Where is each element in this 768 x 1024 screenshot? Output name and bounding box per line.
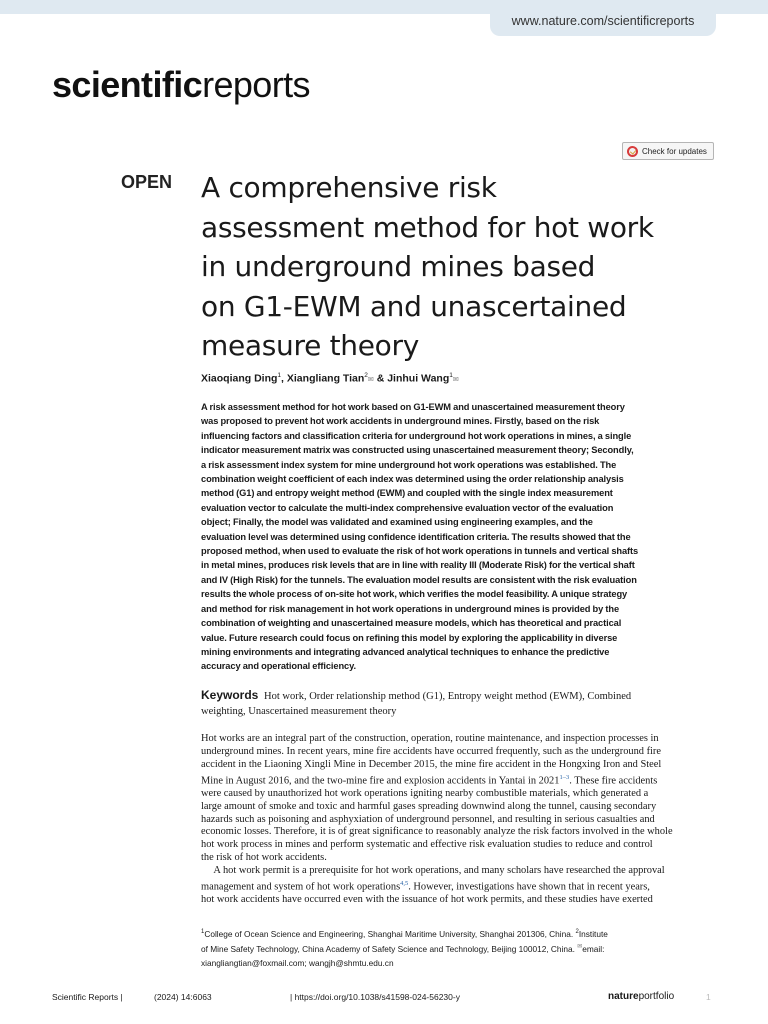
author-affiliation-sup: 1: [449, 372, 453, 379]
abstract-line: evaluation vector to calculate the multi-index comprehensive evaluation vector of the evaluation: [201, 502, 614, 513]
affiliation-text: email:: [582, 944, 605, 955]
author-name[interactable]: Xiangliang Tian: [286, 372, 365, 385]
keywords-section: [201, 688, 716, 719]
keywords-line: weighting, Unascertained measurement theory: [201, 705, 397, 717]
body-line-text: management and system of hot work operations: [201, 881, 401, 893]
body-line-text: . These fire accidents: [569, 775, 658, 786]
body-line: hot work process in mines and perform systematic and effective risk evaluation studies to reduce and control: [201, 839, 653, 851]
body-line: A hot work permit is a prerequisite for hot work operations, and many scholars have researched the approval: [201, 864, 665, 876]
abstract-line: combination of weighting and unascertained measure models, which has theoretical and practical: [201, 618, 622, 629]
abstract-line: A risk assessment method for hot work based on G1-EWM and unascertained measurement theory: [201, 402, 625, 412]
body-line: the risk of hot work accidents.: [201, 852, 327, 864]
body-line: Hot works are an integral part of the construction, operation, routine maintenance, and inspection processes in: [201, 733, 659, 744]
affiliations: [201, 926, 716, 970]
publisher-logo: [608, 991, 674, 1002]
abstract-line: a risk assessment index system for mine underground hot work operations was established. The: [201, 459, 617, 470]
abstract-line: indicator measurement matrix was constructed using unascertained measurement theory; Secondly,: [201, 445, 634, 456]
abstract-line: combination weight coefficient of each index was determined using the order relationship analysis: [201, 474, 624, 485]
abstract-line: proposed method, when used to evaluate the risk of hot work operations in tunnels and vertical shafts: [201, 546, 639, 557]
body-line: economic losses. Therefore, it is of great significance to reasonably analyze the risk factors involved in the whole: [201, 826, 673, 838]
abstract-line: in metal mines, produces risk levels that are in line with reality III (Moderate Risk) for the vertical shaft: [201, 560, 635, 571]
author-name[interactable]: Xiaoqiang Ding: [201, 372, 278, 385]
abstract-line: and method for risk management in hot work operations in underground mines is provided by the: [201, 603, 620, 614]
journal-url[interactable]: www.nature.com/scientificreports: [490, 6, 716, 36]
title-line: on G1-EWM and unascertained: [201, 289, 627, 323]
check-updates-label: Check for updates: [642, 146, 707, 156]
body-line: accident in the Liaoning Xingli Mine in December 2015, the mine fire accident in the Hongxing Iron and Steel: [201, 758, 662, 770]
body-text: [201, 733, 716, 907]
logo-bold-text: scientific: [52, 64, 203, 105]
abstract-line: method (G1) and entropy weight method (EWM) and coupled with the single index measurement: [201, 488, 613, 499]
body-line: [201, 878, 716, 894]
abstract-line: and IV (High Risk) for the tunnels. The evaluation model results are consistent with the risk evaluation: [201, 574, 637, 585]
email-icon[interactable]: ✉: [367, 376, 374, 384]
citation-link[interactable]: 4,5: [400, 879, 409, 887]
keywords-line: [201, 688, 716, 705]
affiliation-line: [201, 926, 716, 941]
abstract-line: mining environments and integrating advanced analytical techniques to enhance the predictive: [201, 646, 610, 657]
affiliation-line: [201, 941, 716, 956]
title-line: assessment method for hot work: [201, 210, 654, 244]
abstract: [201, 400, 716, 674]
publisher-light: portfolio: [638, 991, 675, 1002]
citation-link[interactable]: 1–3: [559, 773, 570, 781]
abstract-line: accuracy and operational efficiency.: [201, 661, 356, 672]
keywords-text: Hot work, Order relationship method (G1), Entropy weight method (EWM), Combined: [263, 691, 632, 702]
affiliation-text: of Mine Safety Technology, China Academy of Safety Science and Technology, Beijing 100012, China.: [201, 944, 578, 955]
footer-volume: (2024) 14:6063: [154, 992, 212, 1002]
article-title: [201, 168, 721, 366]
affiliation-text: College of Ocean Science and Engineering, Shanghai Maritime University, Shanghai 201306, China.: [204, 928, 576, 939]
page-number: 1: [706, 992, 711, 1002]
abstract-line: value. Future research could focus on refining this model by exploring the applicability in diverse: [201, 632, 618, 643]
body-line-text: . However, investigations have shown that in recent years,: [408, 881, 650, 893]
title-line: in underground mines based: [201, 250, 596, 283]
title-line: measure theory: [201, 329, 419, 362]
keywords-label: Keywords: [201, 688, 259, 702]
abstract-line: was proposed to prevent hot work accidents in underground mines. Firstly, based on the risk: [201, 416, 600, 427]
journal-logo[interactable]: [52, 64, 310, 106]
check-for-updates-button[interactable]: [622, 142, 714, 160]
body-line: large amount of smoke and toxic and harmful gases spreading downwind along the tunnel, causing secondary: [201, 800, 657, 812]
abstract-line: results the whole process of on-site hot work, which verifies the model feasibility. A unique strategy: [201, 589, 628, 600]
abstract-line: object; Finally, the model was validated and examined using engineering examples, and the: [201, 517, 593, 528]
author-name[interactable]: Jinhui Wang: [387, 372, 450, 385]
body-line: underground mines. In recent years, mine fire accidents have occurred frequently, such as the underground fire: [201, 745, 661, 757]
email-icon: ✉: [577, 944, 583, 951]
affiliation-sup: 1: [201, 929, 205, 935]
body-line: hot work accidents have occurred even with the issuance of hot work permits, and these studies have exerted: [201, 894, 653, 906]
abstract-line: evaluation level was determined using confidence identification criteria. The results showed that the: [201, 531, 631, 542]
affiliation-sup: 2: [575, 929, 579, 935]
author-affiliation-sup: 1: [277, 372, 282, 379]
contact-emails[interactable]: xiangliangtian@foxmail.com; wangjh@shmtu.edu.cn: [201, 957, 394, 968]
body-line: hazards such as poisoning and asphyxiation of underground personnel, and resulting in serious casualties and: [201, 813, 655, 825]
body-line: were caused by unauthorized hot work operations igniting nearby combustible materials, which generated a: [201, 787, 649, 799]
author-separator: ,: [281, 372, 287, 385]
author-affiliation-sup: 2: [364, 372, 368, 379]
email-icon[interactable]: ✉: [452, 376, 459, 384]
footer-journal: Scientific Reports |: [52, 992, 123, 1002]
title-line: A comprehensive risk: [201, 171, 497, 204]
publisher-bold: nature: [608, 991, 639, 1002]
doi-link[interactable]: | https://doi.org/10.1038/s41598-024-56230-y: [290, 992, 460, 1002]
author-list: [201, 372, 459, 385]
affiliation-text: Institute: [578, 928, 608, 939]
check-updates-icon: [627, 146, 638, 157]
body-line: [201, 772, 716, 788]
logo-light-text: reports: [202, 64, 310, 105]
author-separator: &: [373, 372, 388, 385]
open-access-label: OPEN: [121, 172, 173, 192]
abstract-line: influencing factors and classification criteria for underground hot work operations in mines, a single: [201, 430, 632, 441]
page-footer: [52, 992, 716, 1008]
body-line-text: Mine in August 2016, and the two-mine fire and explosion accidents in Yantai in 2021: [201, 775, 560, 786]
